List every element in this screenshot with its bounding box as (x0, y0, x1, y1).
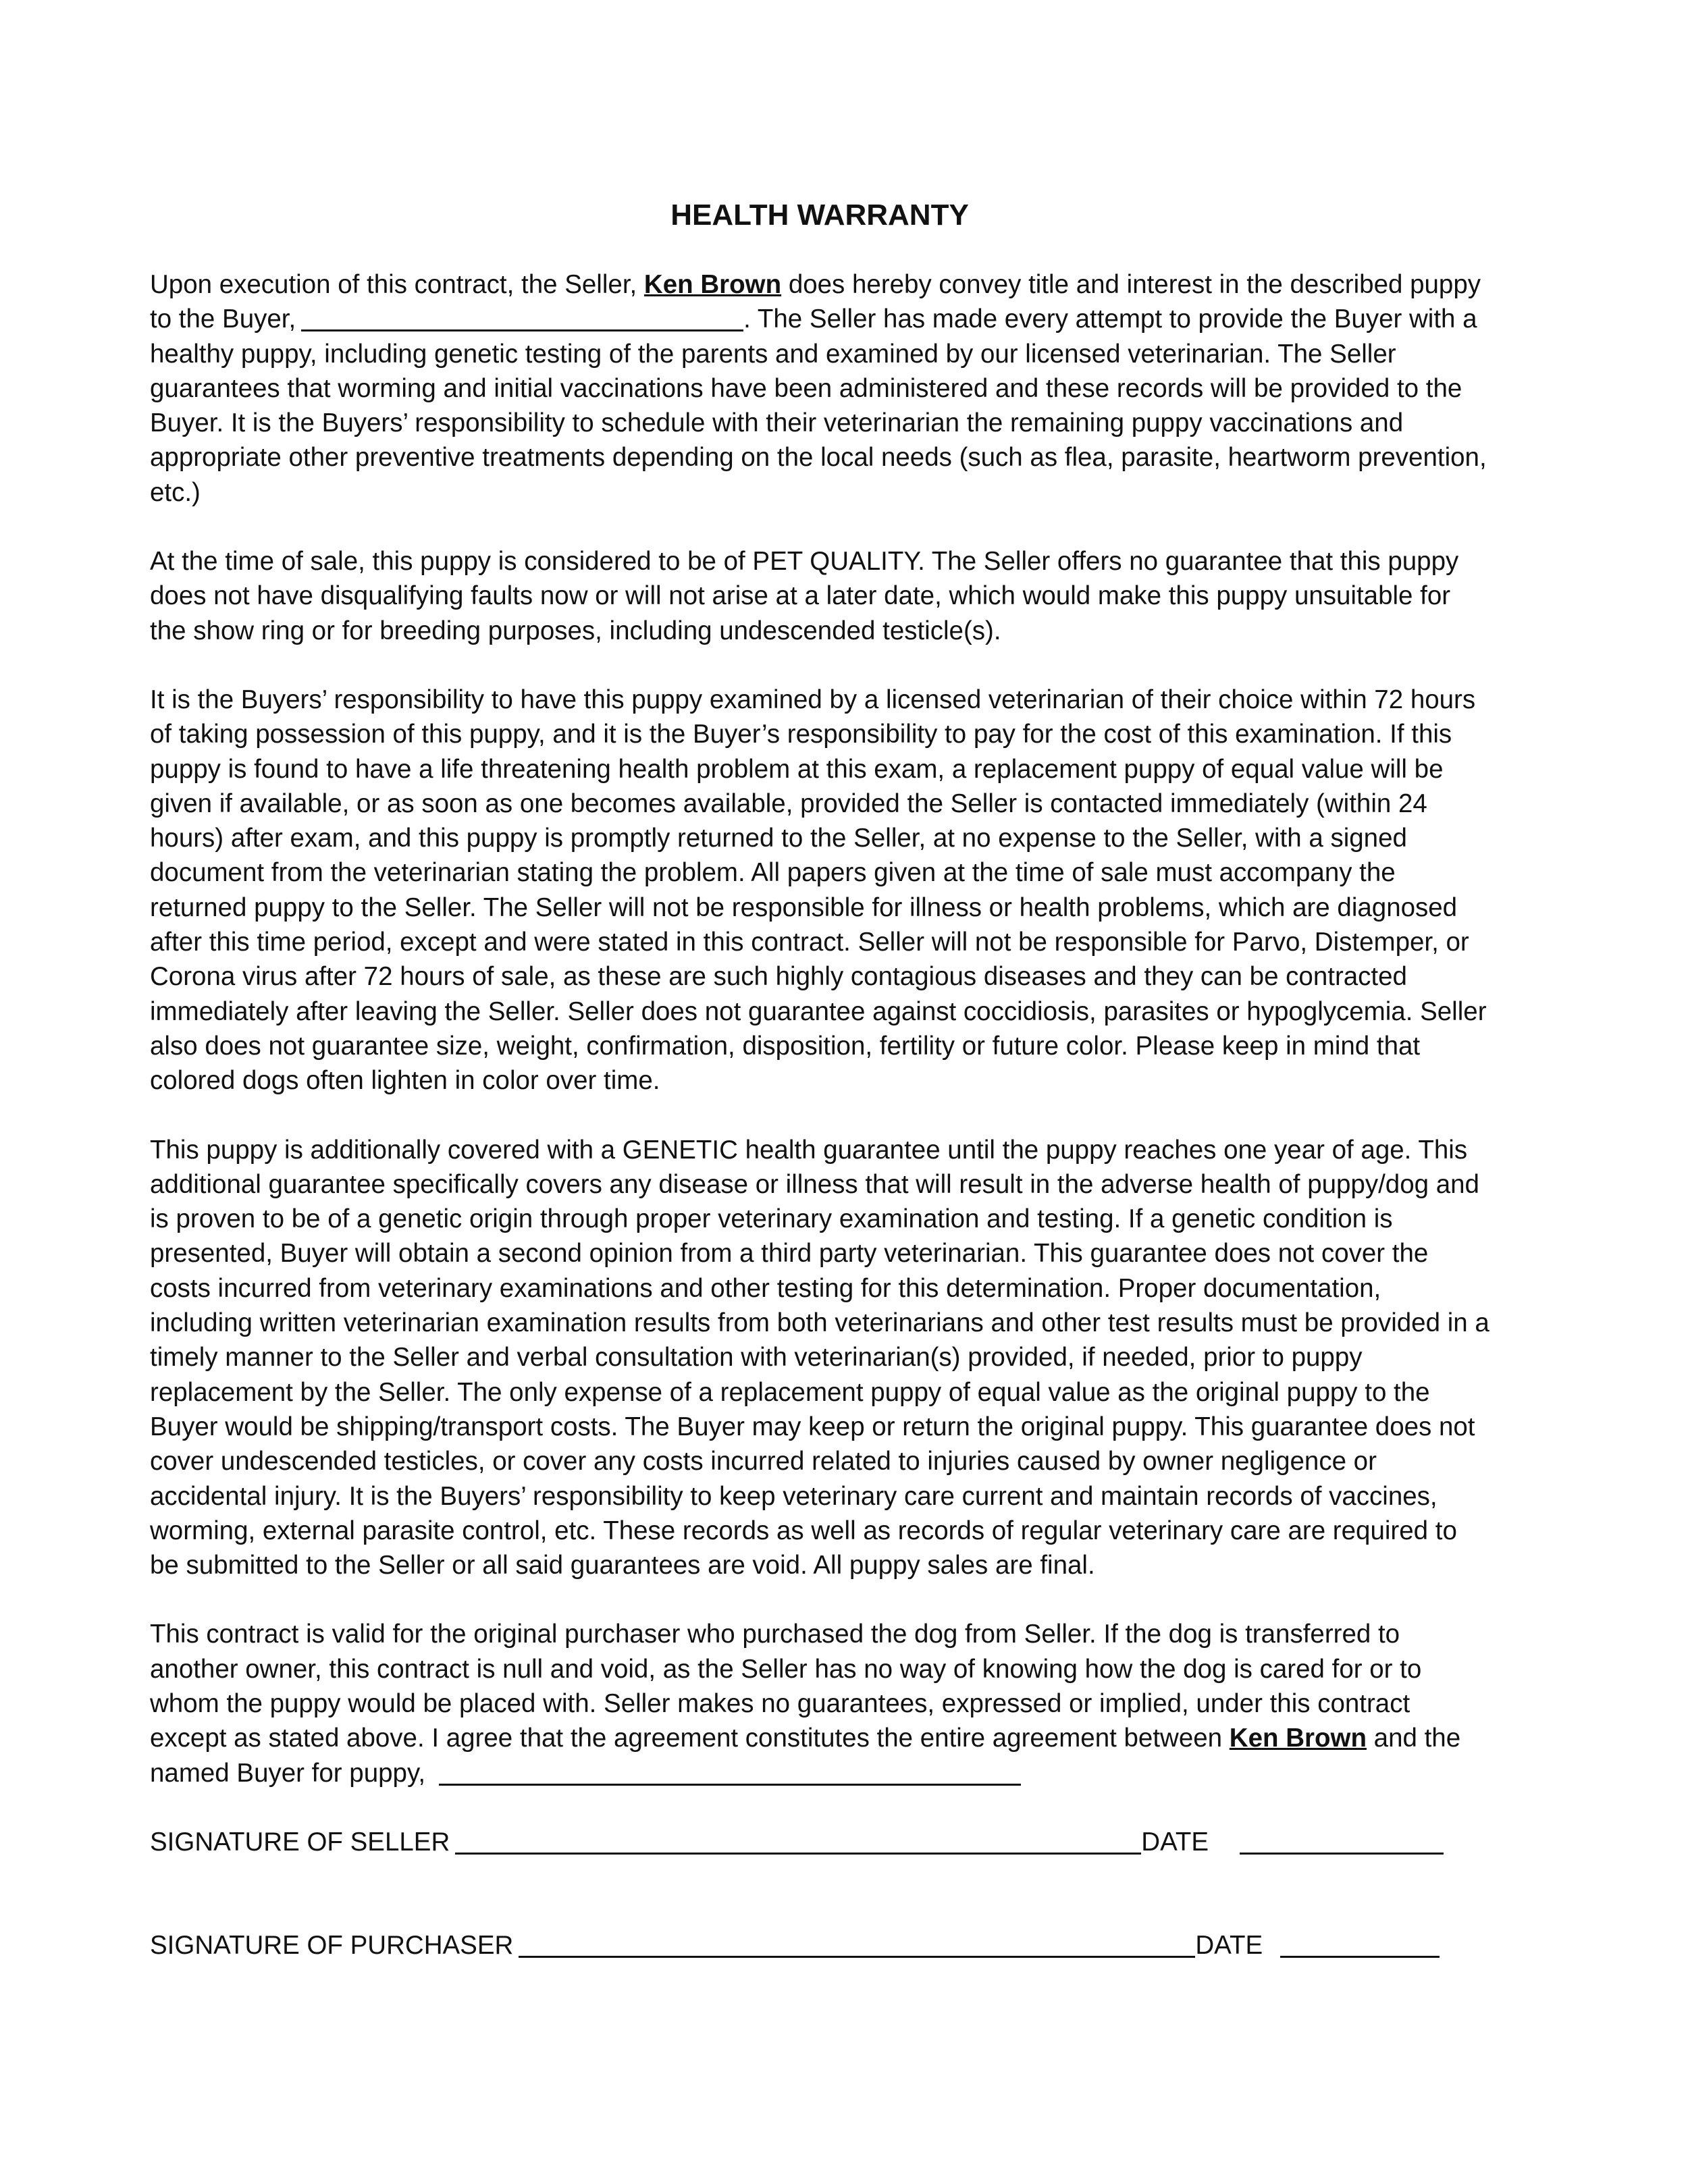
purchaser-signature-row (150, 1928, 1489, 1963)
paragraph-text: . The Seller has made every attempt to provide the Buyer with a healthy puppy, including genetic testing of the parents and examined by our licensed veterinarian. The Seller guarantees that worming and initial vaccinations have been administered and these records will be provided to the Buyer. It is the Buyers’ responsibility to schedule with their veterinarian the remaining puppy vaccinations and appropriate other preventive treatments depending on the local needs (such as flea, parasite, heartworm prevention, etc.) (150, 304, 1487, 507)
paragraph-vet-exam: It is the Buyers’ responsibility to have this puppy examined by a licensed veterinarian of their choice within 72 hours of taking possession of this puppy, and it is the Buyer’s responsibility to pay for the cost of this examination. If this puppy is found to have a life threatening health problem at this exam, a replacement puppy of equal value will be given if available, or as soon as one becomes available, provided the Seller is contacted immediately (within 24 hours) after exam, and this puppy is promptly returned to the Seller, at no expense to the Seller, with a signed document from the veterinarian stating the problem. All papers given at the time of sale must accompany the returned puppy to the Seller. The Seller will not be responsible for illness or health problems, which are diagnosed after this time period, except and were stated in this contract. Seller will not be responsible for Parvo, Distemper, or Corona virus after 72 hours of sale, as these are such highly contagious diseases and they can be contracted immediately after leaving the Seller. Seller does not guarantee against coccidiosis, parasites or hypoglycemia. Seller also does not guarantee size, weight, confirmation, disposition, fertility or future color. Please keep in mind that colored dogs often lighten in color over time. (150, 685, 1487, 1096)
seller-signature-line[interactable] (455, 1826, 1141, 1855)
puppy-name-blank[interactable] (439, 1757, 1021, 1786)
date-label: DATE (1195, 1931, 1263, 1961)
buyer-name-blank[interactable] (301, 304, 743, 332)
paragraph-genetic-guarantee: This puppy is additionally covered with a GENETIC health guarantee until the puppy reaches one year of age. This additional guarantee specifically covers any disease or illness that will result in the adverse health of puppy/dog and is proven to be of a genetic origin through proper veterinary examination and testing. If a genetic condition is presented, Buyer will obtain a second opinion from a third party veterinarian. This guarantee does not cover the costs incurred from veterinary examinations and other testing for this determination. Proper documentation, including written veterinarian examination results from both veterinarians and other test results must be provided in a timely manner to the Seller and verbal consultation with veterinarian(s) provided, if needed, prior to puppy replacement by the Seller. The only expense of a replacement puppy of equal value as the original puppy to the Buyer would be shipping/transport costs. The Buyer may keep or return the original puppy. This guarantee does not cover undescended testicles, or cover any costs incurred related to injuries caused by owner negligence or accidental injury. It is the Buyers’ responsibility to keep veterinary care current and maintain records of vaccines, worming, external parasite control, etc. These records as well as records of regular veterinary care are required to be submitted to the Seller or all said guarantees are void. All puppy sales are final. (150, 1135, 1489, 1580)
seller-name: Ken Brown (643, 270, 782, 299)
date-label: DATE (1141, 1827, 1209, 1857)
paragraph-text: This contract is valid for the original purchaser who purchased the dog from Seller. If the dog is transferred to another owner, this contract is null and void, as the Seller has no way of knowing how the dog is cared for or to whom the puppy would be placed with. Seller makes no guarantees, expressed or implied, under this contract except as stated above. I agree that the agreement constitutes the entire agreement between (150, 1620, 1422, 1753)
purchaser-signature-label: SIGNATURE OF PURCHASER (150, 1931, 514, 1961)
seller-signature-row (150, 1825, 1489, 1859)
paragraph-text: Upon execution of this contract, the Seller, (150, 270, 644, 299)
paragraph-conveyance (150, 267, 1489, 510)
paragraph-text: does hereby convey title and interest in the described puppy to the Buyer, (150, 270, 1481, 334)
purchaser-signature-line[interactable] (519, 1930, 1195, 1959)
seller-date-line[interactable] (1240, 1826, 1444, 1855)
purchaser-date-line[interactable] (1280, 1930, 1440, 1959)
paragraph-text: and the named Buyer for puppy, (150, 1724, 1461, 1788)
seller-name: Ken Brown (1229, 1724, 1367, 1753)
paragraph-contract-validity (150, 1617, 1489, 1790)
document-title: HEALTH WARRANTY (670, 198, 969, 232)
seller-signature-label: SIGNATURE OF SELLER (150, 1827, 450, 1857)
paragraph-pet-quality: At the time of sale, this puppy is considered to be of PET QUALITY. The Seller offers no guarantee that this puppy does not have disqualifying faults now or will not arise at a later date, which would make this puppy unsuitable for the show ring or for breeding purposes, including undescended testicle(s). (150, 547, 1459, 645)
